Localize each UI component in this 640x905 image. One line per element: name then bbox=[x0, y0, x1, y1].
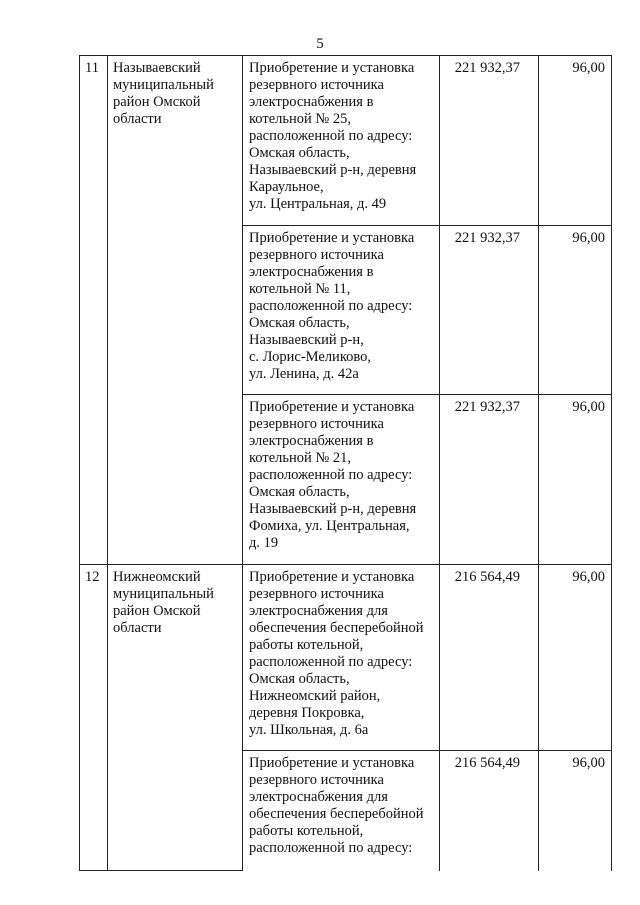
measure-description: Приобретение и установка резервного источника электроснабжения в котельной № 11, расположенной по адресу: Омская область, Называевский р-н, с. Лорис-Меликово, ул. Ленина, д. 42а bbox=[243, 226, 440, 395]
amount-cell: 216 564,49 bbox=[440, 565, 539, 751]
measure-description: Приобретение и установка резервного источника электроснабжения для обеспечения бесперебойной работы котельной, расположенной по адресу: bbox=[243, 751, 440, 871]
measure-description: Приобретение и установка резервного источника электроснабжения в котельной № 21, расположенной по адресу: Омская область, Называевский р-н, деревня Фомиха, ул. Центральная, д. 19 bbox=[243, 395, 440, 565]
percent-cell: 96,00 bbox=[539, 395, 612, 565]
row-number: 11 bbox=[80, 56, 108, 565]
district-name: Нижнеомский муниципальный район Омской области bbox=[108, 565, 243, 871]
page-number: 5 bbox=[316, 36, 324, 52]
amount-cell: 216 564,49 bbox=[440, 751, 539, 871]
table-row bbox=[80, 56, 612, 226]
district-name: Называевский муниципальный район Омской области bbox=[108, 56, 243, 565]
measure-description: Приобретение и установка резервного источника электроснабжения для обеспечения бесперебойной работы котельной, расположенной по адресу: Омская область, Нижнеомский район, деревня Покровка, ул. Школьная, д. 6а bbox=[243, 565, 440, 751]
percent-cell: 96,00 bbox=[539, 751, 612, 871]
amount-cell: 221 932,37 bbox=[440, 395, 539, 565]
percent-cell: 96,00 bbox=[539, 226, 612, 395]
percent-cell: 96,00 bbox=[539, 565, 612, 751]
measure-description: Приобретение и установка резервного источника электроснабжения в котельной № 25, расположенной по адресу: Омская область, Называевский р-н, деревня Караульное, ул. Центральная, д. 49 bbox=[243, 56, 440, 226]
allocation-table bbox=[79, 55, 612, 871]
amount-cell: 221 932,37 bbox=[440, 56, 539, 226]
amount-cell: 221 932,37 bbox=[440, 226, 539, 395]
table-row bbox=[80, 565, 612, 751]
percent-cell: 96,00 bbox=[539, 56, 612, 226]
row-number: 12 bbox=[80, 565, 108, 871]
